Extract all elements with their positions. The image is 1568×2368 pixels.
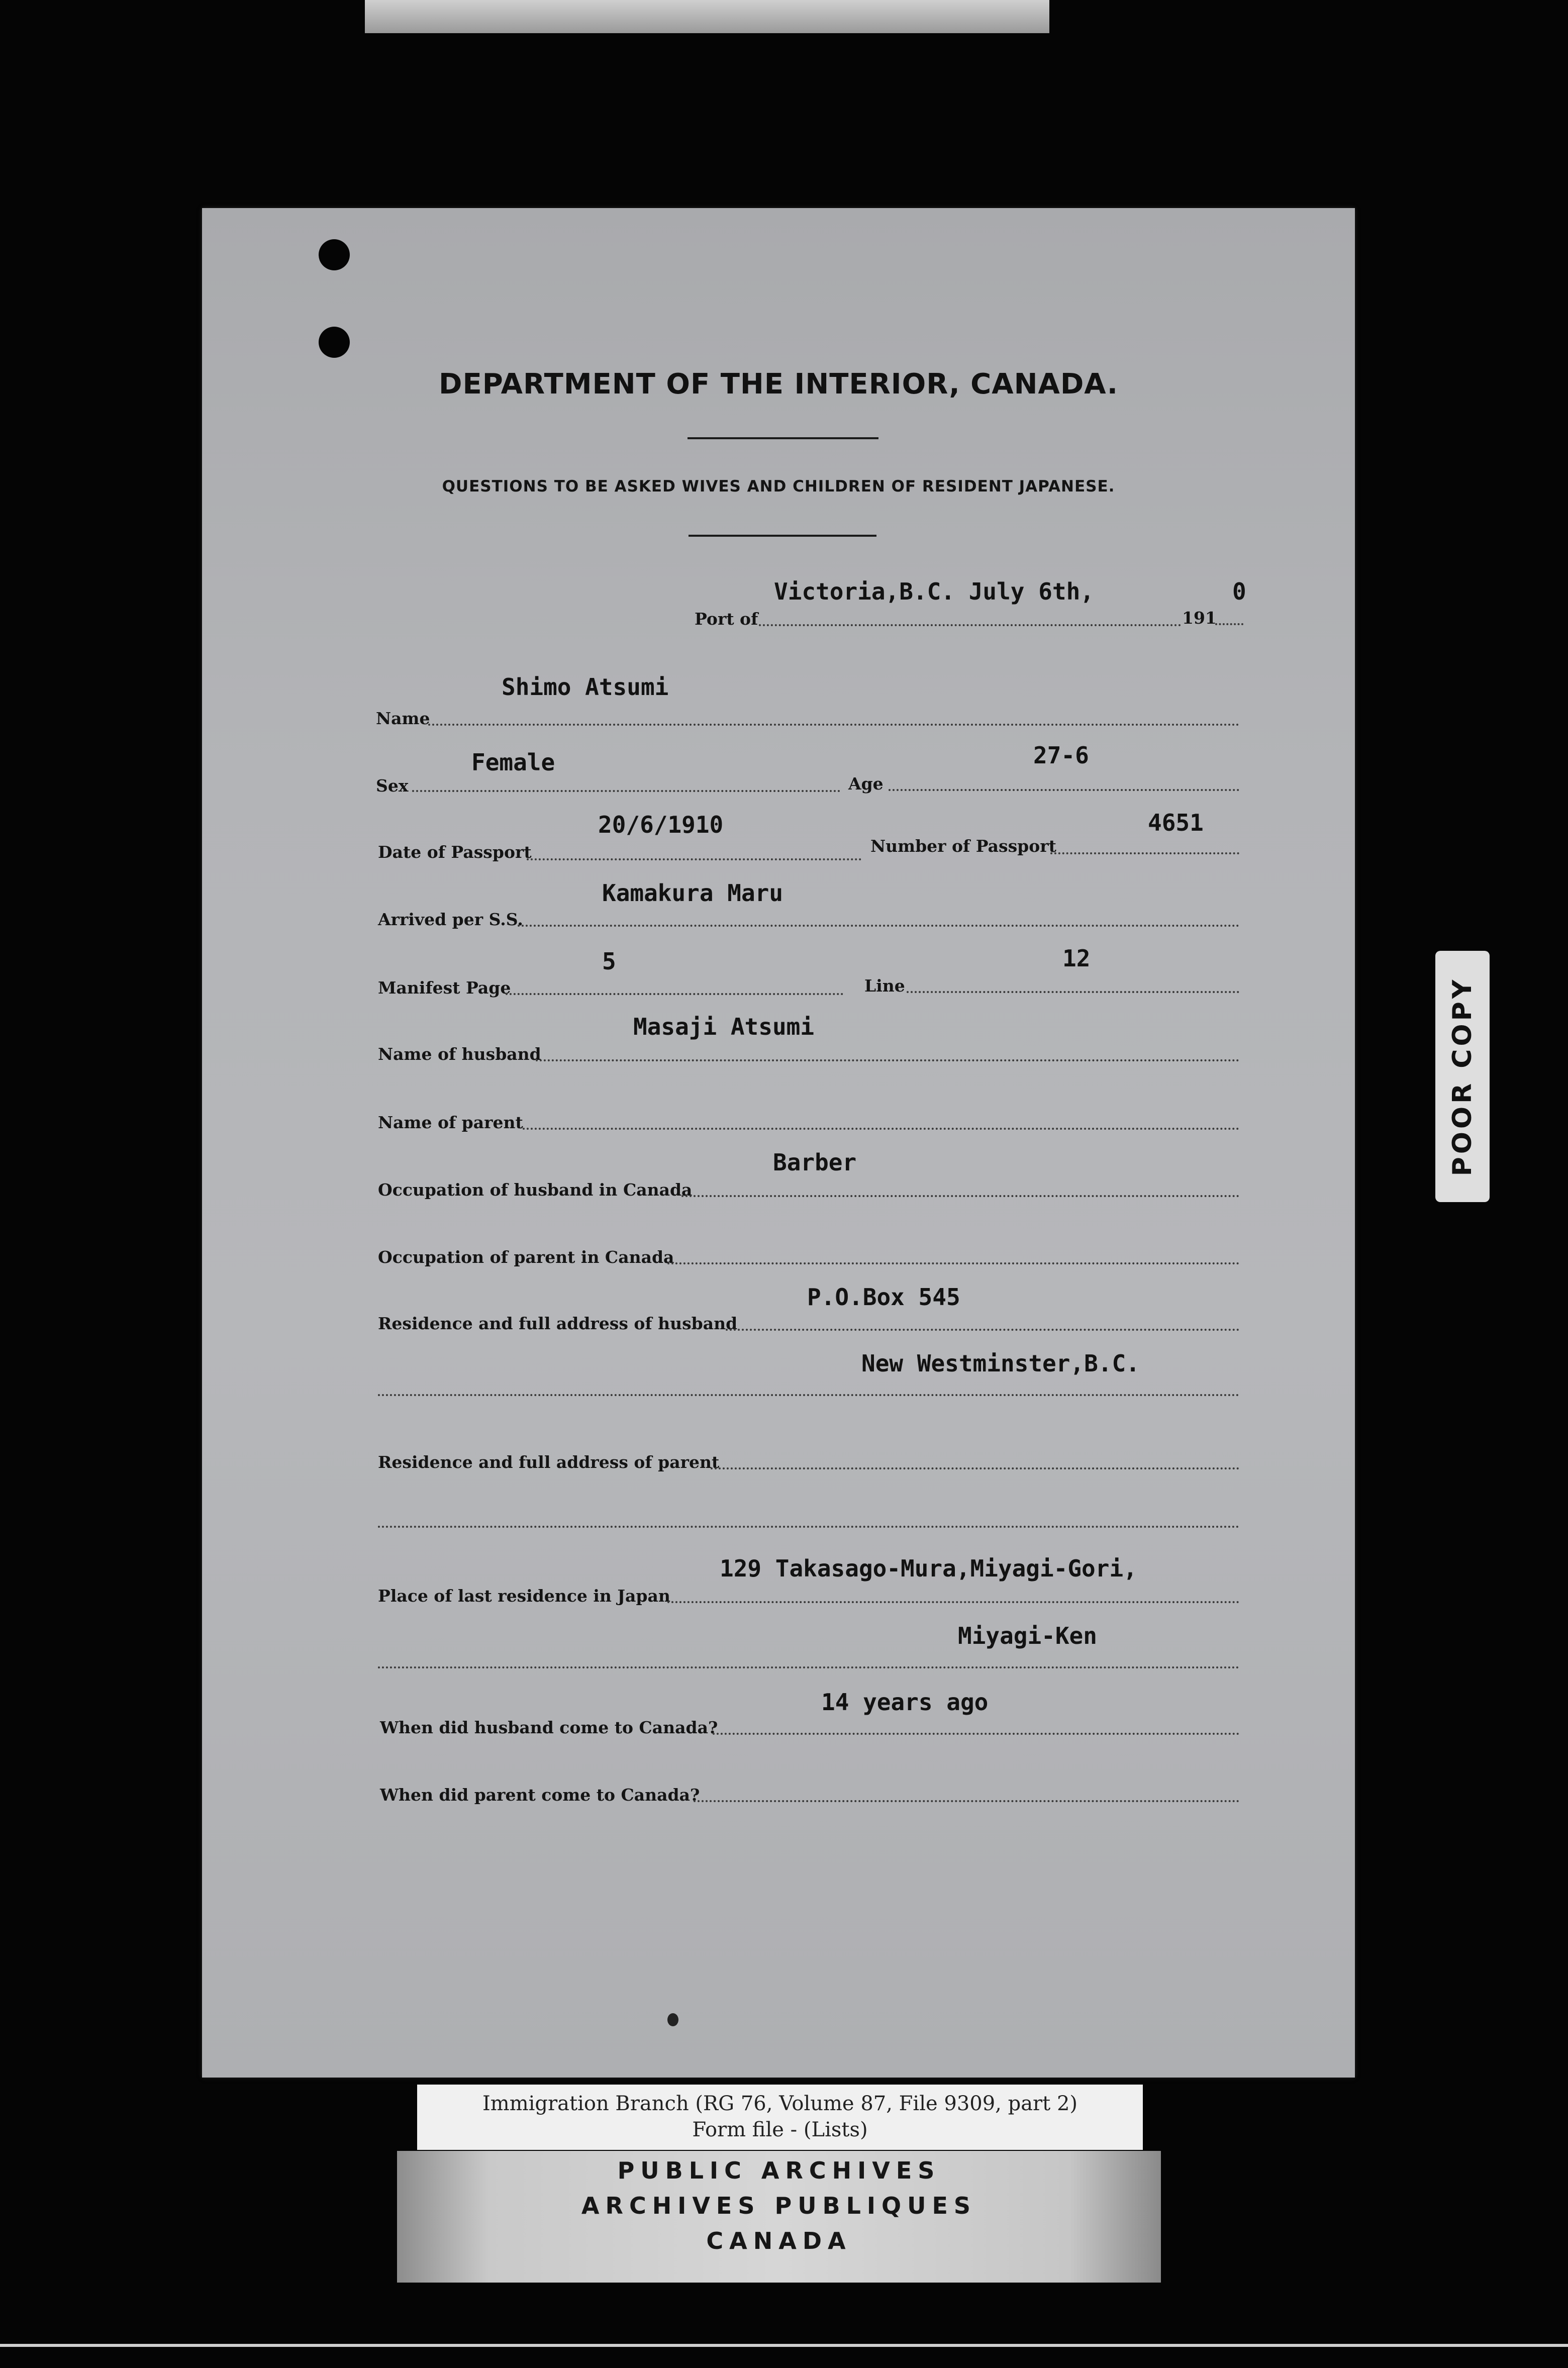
year-line — [1215, 623, 1243, 625]
residence-of-parent-line-2 — [378, 1526, 1239, 1528]
parent-came-to-canada-line — [694, 1800, 1239, 1802]
title-rule — [688, 437, 878, 439]
form-subtitle: QUESTIONS TO BE ASKED WIVES AND CHILDREN OF RESIDENT JAPANESE. — [442, 477, 1115, 496]
occupation-of-parent-label: Occupation of parent in Canada — [378, 1247, 674, 1267]
occupation-of-parent-line — [667, 1262, 1239, 1264]
punch-hole — [319, 327, 350, 358]
husband-came-to-canada-label: When did husband come to Canada? — [380, 1718, 718, 1737]
public-archives-stamp — [397, 2151, 1161, 2283]
residence-of-husband-line — [726, 1329, 1239, 1331]
residence-of-parent-label: Residence and full address of parent — [378, 1452, 720, 1472]
parent-came-to-canada-label: When did parent come to Canada? — [380, 1785, 700, 1805]
date-of-passport-line — [527, 858, 861, 860]
archives-stamp-line-3: CANADA — [706, 2227, 852, 2254]
last-residence-japan-line-2 — [378, 1666, 1239, 1668]
manifest-page-value: 5 — [602, 948, 616, 975]
occupation-of-husband-value: Barber — [773, 1149, 857, 1176]
poor-copy-text: POOR COPY — [1447, 976, 1478, 1176]
port-of-label: Port of — [695, 609, 758, 629]
top-film-strip — [365, 0, 1049, 33]
manifest-page-line — [506, 993, 843, 995]
archives-stamp-line-2: ARCHIVES PUBLIQUES — [581, 2192, 977, 2219]
sex-value: Female — [471, 749, 555, 776]
residence-of-parent-line — [711, 1467, 1239, 1469]
port-of-line — [759, 624, 1181, 626]
archive-caption — [417, 2085, 1143, 2150]
residence-of-husband-line-2 — [378, 1394, 1239, 1396]
line-line — [907, 991, 1239, 993]
age-value: 27-6 — [1033, 742, 1089, 769]
occupation-of-husband-label: Occupation of husband in Canada — [378, 1180, 693, 1200]
number-of-passport-value: 4651 — [1148, 809, 1204, 836]
last-residence-japan-value: 129 Takasago-Mura,Miyagi-Gori, — [720, 1555, 1137, 1582]
residence-of-husband-label: Residence and full address of husband — [378, 1314, 738, 1333]
film-edge-line — [0, 2344, 1568, 2347]
name-label: Name — [376, 709, 430, 728]
date-of-passport-value: 20/6/1910 — [598, 811, 724, 838]
subtitle-rule — [689, 535, 876, 537]
form-title: DEPARTMENT OF THE INTERIOR, CANADA. — [439, 368, 1118, 401]
name-of-husband-value: Masaji Atsumi — [633, 1013, 815, 1040]
arrived-per-ss-label: Arrived per S.S. — [378, 910, 523, 929]
manifest-page-label: Manifest Page — [378, 978, 511, 998]
line-label: Line — [864, 976, 905, 996]
archive-caption-line-1: Immigration Branch (RG 76, Volume 87, File 9309, part 2) — [482, 2092, 1078, 2115]
residence-of-husband-value: P.O.Box 545 — [807, 1284, 960, 1311]
archive-caption-line-2: Form file - (Lists) — [692, 2118, 868, 2141]
arrived-per-ss-line — [518, 925, 1239, 927]
arrived-per-ss-value: Kamakura Maru — [602, 879, 783, 907]
punch-hole — [319, 239, 350, 270]
name-of-parent-line — [523, 1128, 1239, 1130]
last-residence-japan-line — [667, 1601, 1239, 1603]
number-of-passport-line — [1050, 852, 1239, 854]
line-value: 12 — [1062, 945, 1091, 972]
port-of-value: Victoria,B.C. July 6th, — [774, 578, 1094, 605]
husband-came-to-canada-line — [713, 1733, 1239, 1735]
archives-stamp-line-1: PUBLIC ARCHIVES — [617, 2157, 941, 2184]
name-of-husband-label: Name of husband — [378, 1044, 541, 1064]
residence-of-husband-value-2: New Westminster,B.C. — [861, 1350, 1140, 1377]
age-label: Age — [848, 774, 884, 794]
immigration-form — [202, 208, 1355, 2078]
age-line — [889, 789, 1239, 791]
last-residence-japan-label: Place of last residence in Japan — [378, 1586, 670, 1606]
paper-blemish — [667, 2013, 678, 2026]
poor-copy-stamp — [1435, 951, 1490, 1202]
husband-came-to-canada-value: 14 years ago — [821, 1689, 989, 1716]
occupation-of-husband-line — [681, 1195, 1239, 1197]
sex-line — [412, 790, 840, 792]
sex-label: Sex — [376, 776, 409, 796]
number-of-passport-label: Number of Passport — [870, 836, 1056, 856]
name-of-husband-line — [536, 1059, 1239, 1061]
year-label: 191 — [1182, 608, 1217, 628]
date-of-passport-label: Date of Passport — [378, 842, 532, 862]
name-value: Shimo Atsumi — [502, 673, 669, 701]
year-value: 0 — [1232, 578, 1246, 605]
last-residence-japan-value-2: Miyagi-Ken — [958, 1622, 1097, 1649]
name-line — [428, 724, 1239, 726]
name-of-parent-label: Name of parent — [378, 1113, 523, 1132]
